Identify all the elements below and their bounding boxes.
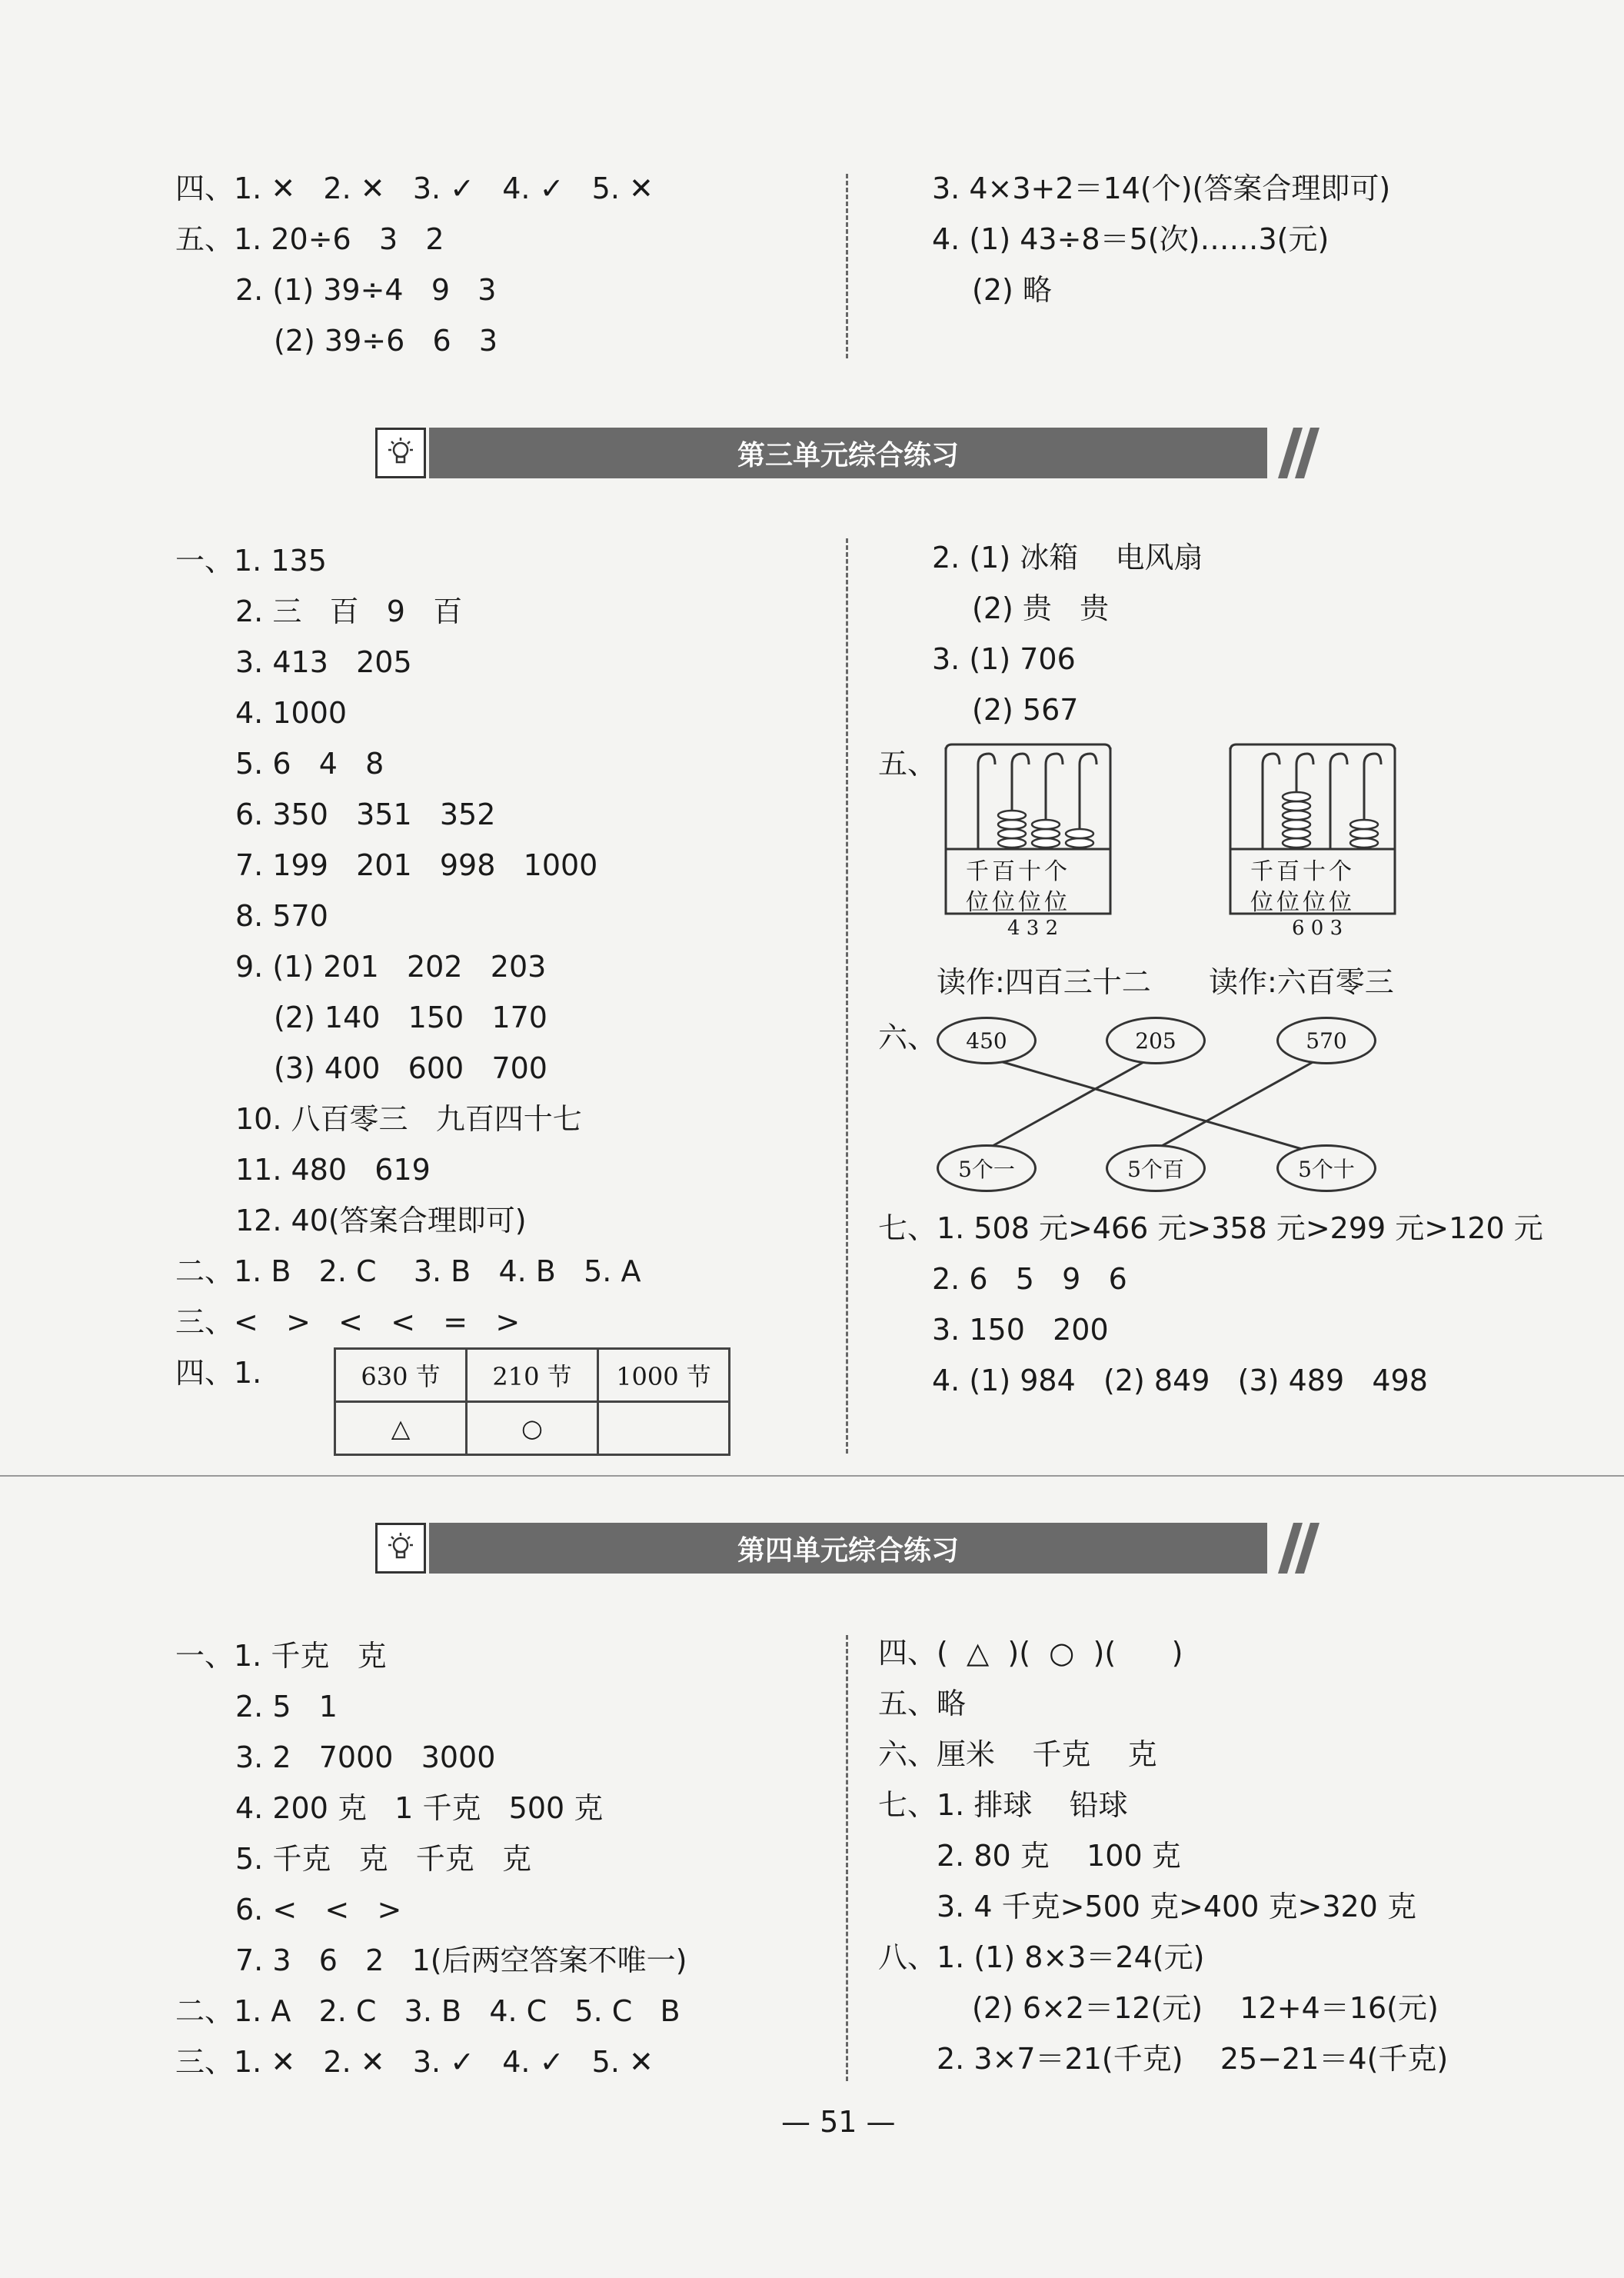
match-meaning: 5个百 xyxy=(1106,1144,1206,1192)
u3-left-4: 4. 1000 xyxy=(235,696,348,730)
u3-left-14: 12. 40(答案合理即可) xyxy=(235,1204,527,1237)
column-divider xyxy=(846,1635,848,2081)
u4-left-7: 7. 3 6 2 1(后两空答案不唯一) xyxy=(235,1943,687,1977)
unit4-banner xyxy=(375,1523,1326,1574)
table-cell: △ xyxy=(335,1402,467,1455)
u4-right-5: 2. 80 克 100 克 xyxy=(937,1839,1181,1873)
match-number: 205 xyxy=(1106,1017,1206,1064)
u3-right-1: 2. (1) 冰箱 电风扇 xyxy=(932,541,1203,574)
u3-right2-4: 4. (1) 984 (2) 849 (3) 489 498 xyxy=(932,1364,1428,1397)
column-divider xyxy=(846,538,848,1454)
top-left-line-3: 2. (1) 39÷4 9 3 xyxy=(235,273,497,307)
u4-right-6: 3. 4 千克>500 克>400 克>320 克 xyxy=(937,1890,1416,1923)
abacus-reading-2: 读作:六百零三 xyxy=(1209,965,1394,999)
top-left-line-4: (2) 39÷6 6 3 xyxy=(274,324,498,358)
match-number: 450 xyxy=(937,1017,1037,1064)
lightbulb-icon xyxy=(375,428,426,478)
match-meaning: 5个一 xyxy=(937,1144,1037,1192)
train-table xyxy=(334,1347,730,1456)
u4-right-3: 六、厘米 千克 克 xyxy=(878,1737,1157,1771)
table-header: 210 节 xyxy=(467,1349,598,1402)
u4-right-9: 2. 3×7＝21(千克) 25−21＝4(千克) xyxy=(937,2042,1449,2076)
abacus-place-bottom: 位位位位 xyxy=(966,889,1070,916)
u3-left-12: 10. 八百零三 九百四十七 xyxy=(235,1102,582,1136)
q6-label: 六、 xyxy=(878,1021,937,1054)
u3-right2-2: 2. 6 5 9 6 xyxy=(932,1262,1127,1296)
u4-right-7: 八、1. (1) 8×3＝24(元) xyxy=(878,1940,1205,1974)
abacus-place-top: 千百十个 xyxy=(966,858,1070,885)
u3-left-13: 11. 480 619 xyxy=(235,1153,431,1187)
top-right-line-3: (2) 略 xyxy=(972,273,1052,307)
u3-left-7: 7. 199 201 998 1000 xyxy=(235,848,598,882)
banner-slashes xyxy=(1267,428,1321,478)
abacus-digits: 4 3 2 xyxy=(1007,917,1059,940)
u3-left-10: (2) 140 150 170 xyxy=(274,1001,547,1034)
u3-left-6: 6. 350 351 352 xyxy=(235,798,496,831)
unit3-title: 第三单元综合练习 xyxy=(429,428,1267,478)
u3-left-8: 8. 570 xyxy=(235,899,328,933)
u4-right-2: 五、略 xyxy=(878,1687,967,1720)
q5-label: 五、 xyxy=(878,747,937,781)
u4-left-4: 4. 200 克 1 千克 500 克 xyxy=(235,1791,604,1825)
top-left-line-2: 五、1. 20÷6 3 2 xyxy=(175,222,444,256)
u3-left-15: 二、1. B 2. C 3. B 4. B 5. A xyxy=(175,1254,641,1288)
u4-left-1: 一、1. 千克 克 xyxy=(175,1639,387,1673)
match-meaning: 5个十 xyxy=(1276,1144,1376,1192)
u4-left-5: 5. 千克 克 千克 克 xyxy=(235,1842,532,1876)
u4-left-9: 三、1. ✕ 2. ✕ 3. ✓ 4. ✓ 5. ✕ xyxy=(175,2045,654,2079)
top-left-line-1: 四、1. ✕ 2. ✕ 3. ✓ 4. ✓ 5. ✕ xyxy=(175,172,654,205)
unit4-title: 第四单元综合练习 xyxy=(429,1523,1267,1574)
column-divider xyxy=(846,174,848,358)
abacus-digits: 6 0 3 xyxy=(1292,917,1343,940)
u4-left-8: 二、1. A 2. C 3. B 4. C 5. C B xyxy=(175,1994,681,2028)
unit3-banner xyxy=(375,428,1326,478)
section-divider xyxy=(0,1475,1624,1477)
page-number: — 51 — xyxy=(781,2105,896,2139)
u3-right-3: 3. (1) 706 xyxy=(932,642,1076,676)
u4-left-6: 6. < < > xyxy=(235,1893,402,1927)
top-right-line-2: 4. (1) 43÷8＝5(次)……3(元) xyxy=(932,222,1329,256)
u3-right-2: (2) 贵 贵 xyxy=(972,591,1110,625)
table-header: 1000 节 xyxy=(598,1349,730,1402)
u3-left-5: 5. 6 4 8 xyxy=(235,747,384,781)
u3-left-3: 3. 413 205 xyxy=(235,645,412,679)
u3-left-11: (3) 400 600 700 xyxy=(274,1051,547,1085)
u3-left-17: 四、1. xyxy=(175,1356,262,1390)
table-cell xyxy=(598,1402,730,1455)
table-header: 630 节 xyxy=(335,1349,467,1402)
lightbulb-icon xyxy=(375,1523,426,1574)
banner-slashes xyxy=(1267,1523,1321,1574)
u3-left-9: 9. (1) 201 202 203 xyxy=(235,950,547,984)
abacus-place-top: 千百十个 xyxy=(1250,858,1355,885)
u3-right2-3: 3. 150 200 xyxy=(932,1313,1109,1347)
abacus-place-bottom: 位位位位 xyxy=(1250,889,1355,916)
u3-right2-1: 七、1. 508 元>466 元>358 元>299 元>120 元 xyxy=(878,1211,1543,1245)
match-number: 570 xyxy=(1276,1017,1376,1064)
abacus-reading-1: 读作:四百三十二 xyxy=(937,965,1151,999)
top-right-line-1: 3. 4×3+2＝14(个)(答案合理即可) xyxy=(932,172,1391,205)
u3-left-16: 三、< > < < = > xyxy=(175,1305,521,1339)
u4-right-1: 四、( △ )( ○ )( ) xyxy=(878,1636,1183,1670)
u3-right-4: (2) 567 xyxy=(972,693,1079,727)
u4-left-3: 3. 2 7000 3000 xyxy=(235,1740,496,1774)
table-cell: ○ xyxy=(467,1402,598,1455)
u3-left-1: 一、1. 135 xyxy=(175,544,327,578)
u4-left-2: 2. 5 1 xyxy=(235,1690,338,1723)
u3-left-2: 2. 三 百 9 百 xyxy=(235,594,463,628)
u4-right-8: (2) 6×2＝12(元) 12+4＝16(元) xyxy=(972,1991,1439,2025)
u4-right-4: 七、1. 排球 铅球 xyxy=(878,1788,1128,1822)
